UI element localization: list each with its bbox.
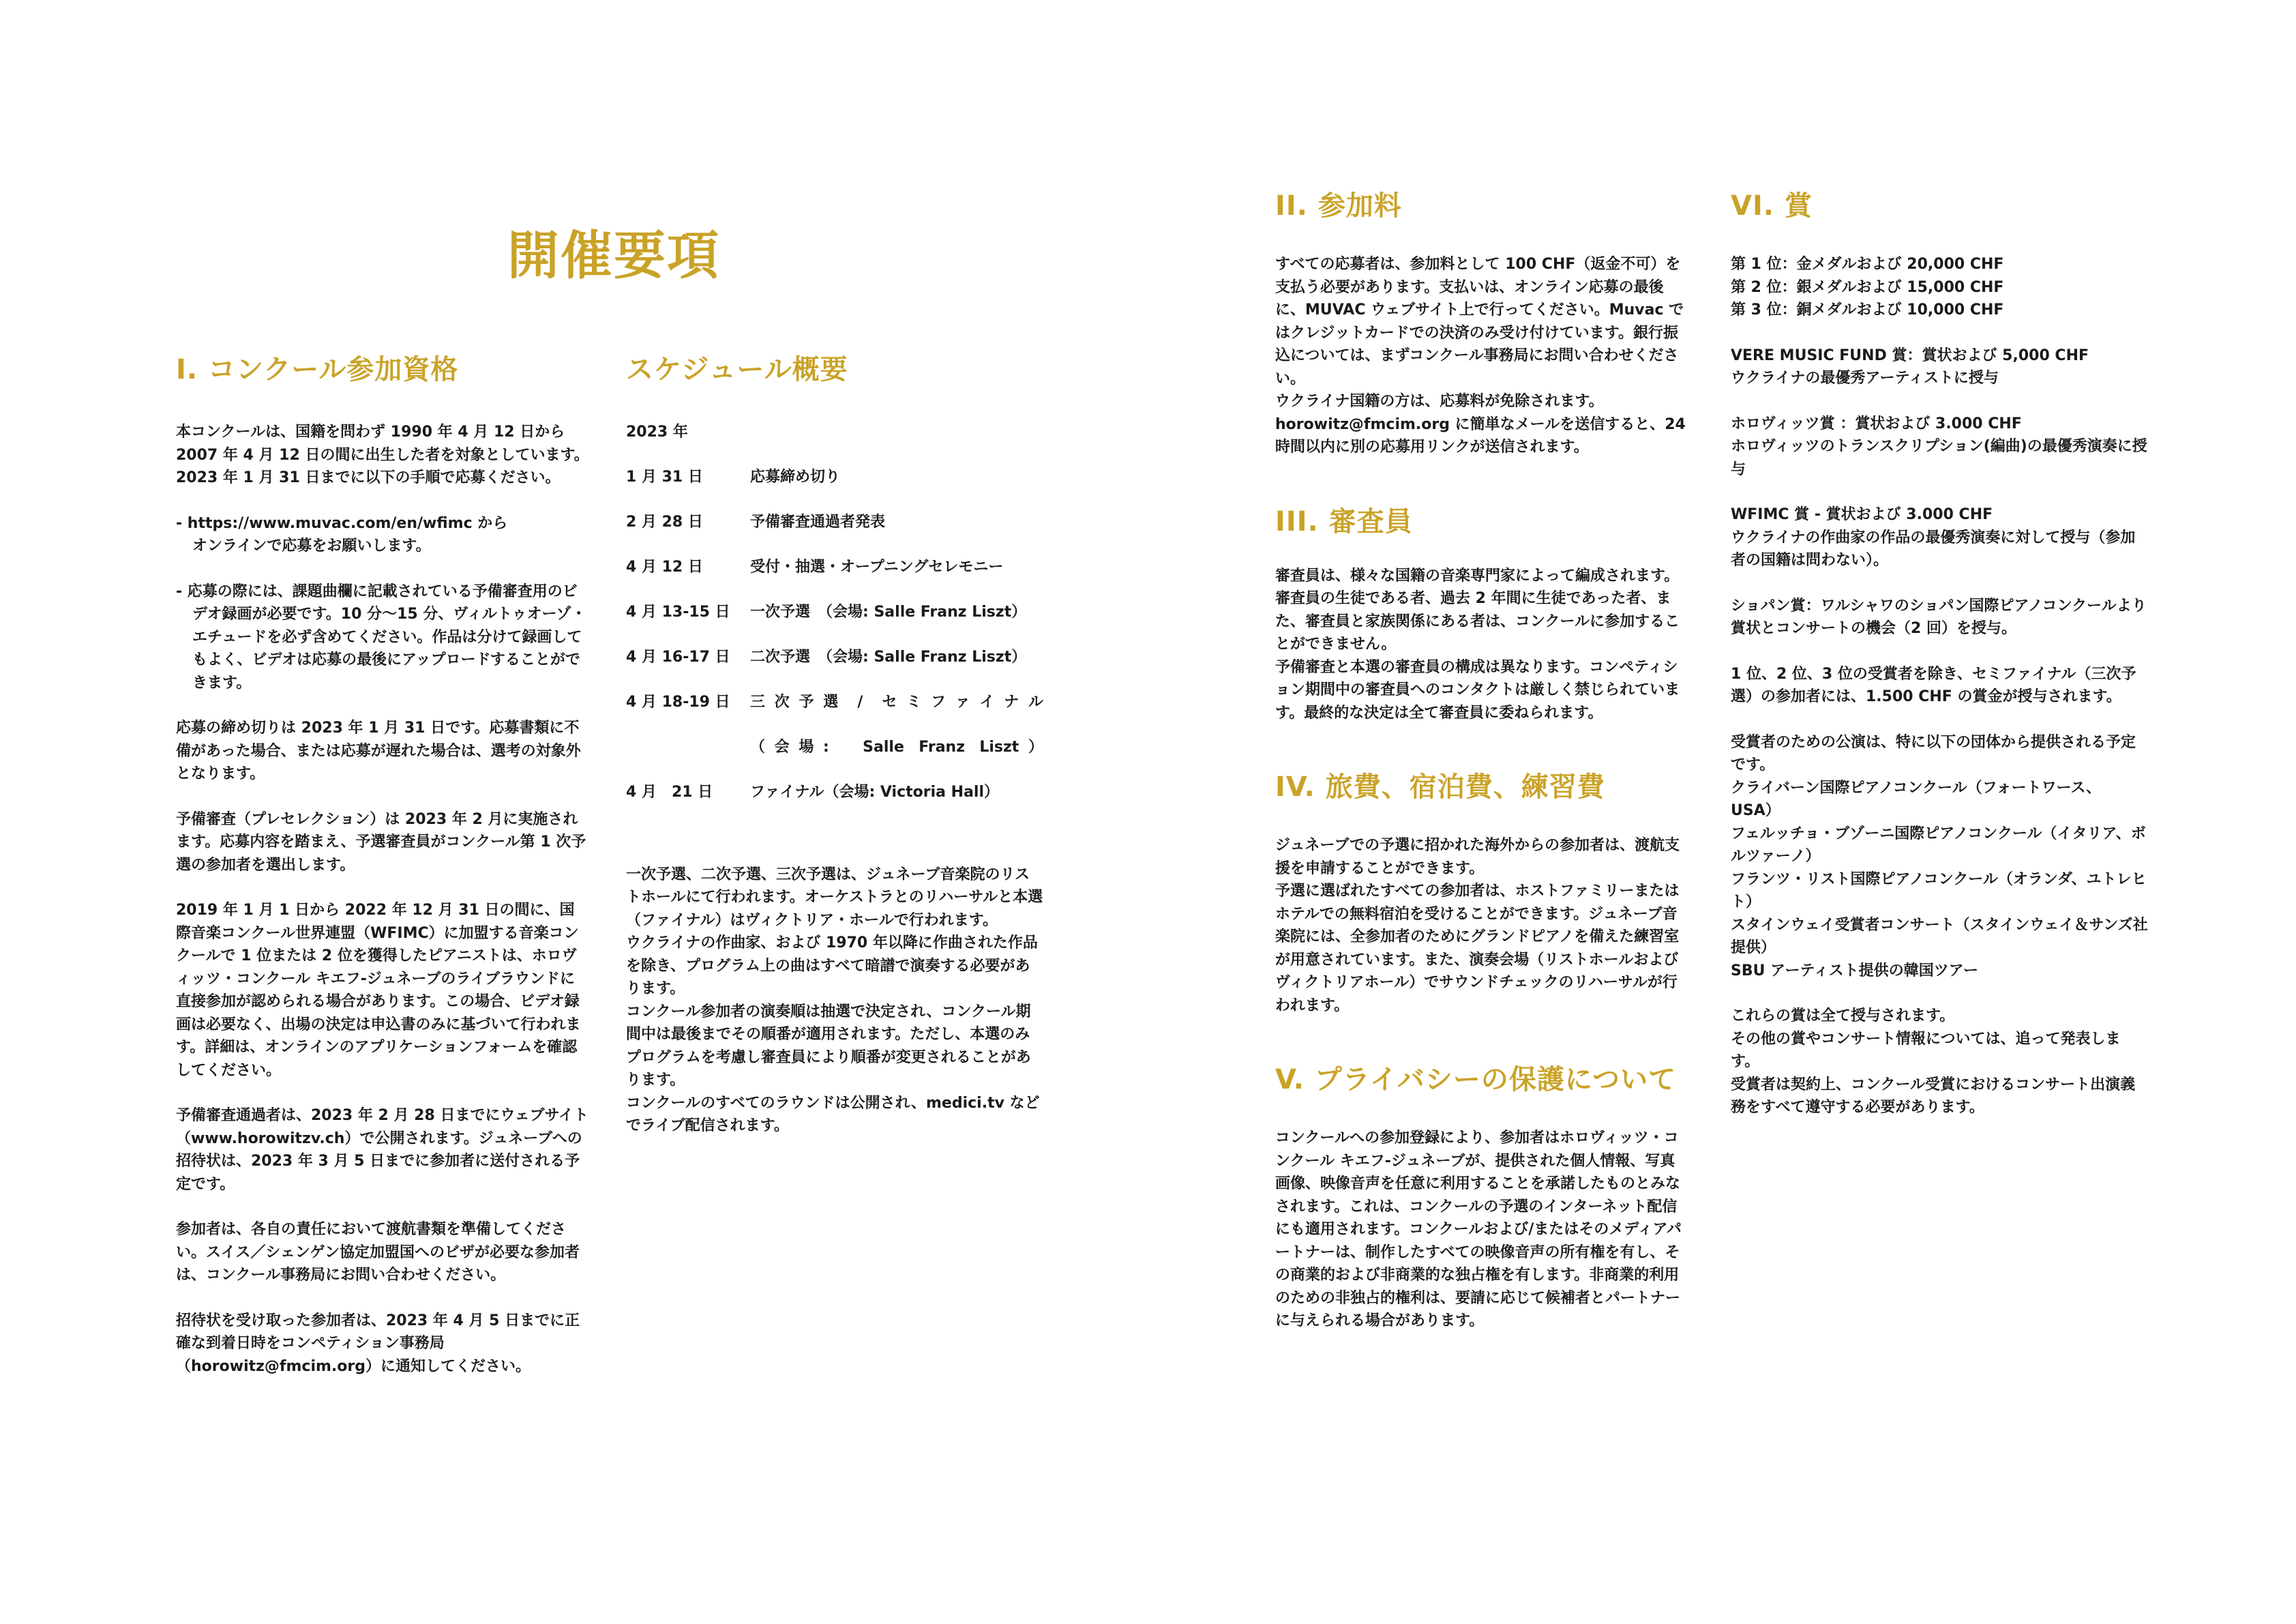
- schedule-event: 一次予選 （会場: Salle Franz Liszt）: [750, 603, 1027, 621]
- page-title: 開催要項: [507, 225, 720, 286]
- travel-section: [1275, 765, 1686, 1017]
- fee-heading: II. 参加料: [1275, 190, 1402, 222]
- travel-heading: IV. 旅費、宿泊費、練習費: [1275, 771, 1605, 803]
- vere-prize-value: ：賞状および 5,000 CHF ウクライナの最優秀アーティストに授与: [1731, 346, 2089, 387]
- schedule-row: [626, 511, 1043, 533]
- preselection-paragraph: 予備審査（プレセレクション）は 2023 年 2 月に実施されます。応募内容を踏まえ、予選審査員がコンクール第 1 次予選の参加者を選出します。: [176, 810, 586, 874]
- semifinal-prize-paragraph: 1 位、2 位、3 位の受賞者を除き、セミファイナル（三次予選）の参加者には、1.500 CHF の賞金が授与されます。: [1731, 665, 2136, 705]
- schedule-row: [626, 781, 1043, 803]
- vere-prize-label: VERE MUSIC FUND 賞: [1731, 346, 1907, 364]
- second-prize-value: 銀メダルおよび 15,000 CHF: [1796, 278, 2004, 296]
- first-prize-label: 第 1 位：: [1731, 256, 1797, 273]
- schedule-row: [626, 466, 1043, 488]
- second-prize: [1731, 276, 2148, 299]
- video-requirement-bullet: - 応募の際には、課題曲欄に記載されている予備審査用のビデオ録画が必要です。10 分～15 分、ヴィルトゥオーゾ・エチュードを必ず含めてください。作品は分けて録画してもよく、ビデオは応募の最後にアップロードすることができます。: [176, 582, 586, 692]
- deadline-paragraph: 応募の締め切りは 2023 年 1 月 31 日です。応募書類に不備があった場合、または応募が遅れた場合は、選考の対象外となります。: [176, 720, 581, 782]
- schedule-table: [626, 466, 1043, 803]
- horowitz-prize: [1731, 413, 2148, 482]
- vere-prize: [1731, 344, 2148, 390]
- schedule-date: 4 月 13-15 日: [626, 603, 730, 621]
- schedule-event: ファイナル（会場: Victoria Hall）: [750, 783, 1000, 801]
- schedule-date: 2 月 28 日: [626, 513, 703, 531]
- schedule-row: [626, 601, 1043, 623]
- schedule-event: 三 次 予 選 / セ ミ フ ァ イ ナ ル: [750, 693, 1043, 711]
- schedule-year: 2023 年: [626, 424, 688, 441]
- schedule-date: 1 月 31 日: [626, 468, 703, 486]
- wfimc-prize: [1731, 503, 2148, 572]
- apply-online-bullet: - https://www.muvac.com/en/wfimc から オンラインで応募をお願いします。: [176, 514, 508, 555]
- schedule-notes: 一次予選、二次予選、三次予選は、ジュネーブ音楽院のリストホールにて行われます。オーケストラとのリハーサルと本選（ファイナル）はヴィクトリア・ホールで行われます。 ウクライナの作曲家、および 1970 年以降に作曲された作品を除き、プログラム上の曲はすべて暗譜で演奏する必要があります。 コンクール参加者の演奏順は抽選で決定され、コンクール期間中は最後までその順番が適用されます。ただし、本選のみプログラムを考慮し審査員により順番が変更されることがあります。 コンクールのすべてのラウンドは公開され、medici.tv などでライブ配信されます。: [626, 866, 1043, 1134]
- jury-heading: III. 審査員: [1275, 505, 1413, 537]
- schedule-event: 予備審査通過者発表: [750, 513, 886, 531]
- schedule-event: 二次予選 （会場: Salle Franz Liszt）: [750, 648, 1027, 666]
- schedule-date: 4 月 12 日: [626, 558, 703, 576]
- first-prize: [1731, 253, 2148, 276]
- schedule-row: [626, 736, 1043, 758]
- schedule-event: 応募締め切り: [750, 468, 841, 486]
- eligibility-section: [176, 348, 589, 1378]
- chopin-prize-label: ショパン賞: [1731, 597, 1806, 615]
- chopin-prize-value: ：ワルシャワのショパン国際ピアノコンクールより賞状とコンサートの機会（2 回）を授与。: [1731, 597, 2147, 637]
- concerts-paragraph: 受賞者のための公演は、特に以下の団体から提供される予定です。 クライバーン国際ピアノコンクール（フォートワース、USA） フェルッチョ・ブゾーニ国際ピアノコンクール（イタリア、ボルツァーノ） フランツ・リスト国際ピアノコンクール（オランダ、ユトレヒト） スタインウェイ受賞者コンサート（スタインウェイ＆サンズ社提供） SBU アーティスト提供の韓国ツアー: [1731, 733, 2148, 979]
- privacy-section: [1275, 1058, 1686, 1333]
- schedule-heading: スケジュール概要: [626, 354, 848, 385]
- travel-documents-paragraph: 参加者は、各自の責任において渡航書類を準備してください。スイス／シェンゲン協定加盟国へのビザが必要な参加者は、コンクール事務局にお問い合わせください。: [176, 1221, 580, 1284]
- second-prize-label: 第 2 位：: [1731, 278, 1797, 296]
- info-column: [1275, 184, 1686, 1333]
- schedule-row: [626, 646, 1043, 668]
- jury-section: [1275, 500, 1686, 725]
- wfimc-prize-label: WFIMC 賞: [1731, 506, 1810, 523]
- prizes-closing-paragraph: これらの賞は全て授与されます。 その他の賞やコンサート情報については、追って発表します。 受賞者は契約上、コンクール受賞におけるコンサート出演義務をすべて遵守する必要があります。: [1731, 1007, 2136, 1116]
- chopin-prize: [1731, 595, 2148, 640]
- schedule-date: 4 月 16-17 日: [626, 648, 730, 666]
- prizes-section: [1731, 184, 2148, 1119]
- schedule-row: [626, 691, 1043, 713]
- schedule-section: [626, 348, 1043, 1138]
- travel-text: ジュネーブでの予選に招かれた海外からの参加者は、渡航支援を申請することができます。 予選に選ばれたすべての参加者は、ホストファミリーまたはホテルでの無料宿泊を受けることができます。ジュネーブ音楽院には、全参加者のためにグランドピアノを備えた練習室が用意されています。また、演奏会場（リストホールおよびヴィクトリアホール）でサウンドチェックのリハーサルが行われます。: [1275, 837, 1680, 1014]
- fee-text: すべての応募者は、参加料として 100 CHF（返金不可）を支払う必要があります。支払いは、オンライン応募の最後に、MUVAC ウェブサイト上で行ってください。Muvac ではクレジットカードでの決済のみ受け付けています。銀行振込については、まずコンクール事務局にお問い合わせください。 ウクライナ国籍の方は、応募料が免除されます。horowitz@fmcim.org に簡単なメールを送信すると、24 時間以内に別の応募用リンクが送信されます。: [1275, 256, 1686, 456]
- prizes-heading: VI. 賞: [1731, 190, 1813, 222]
- schedule-date: [626, 736, 750, 758]
- schedule-row: [626, 556, 1043, 578]
- wfimc-prize-value: - 賞状および 3.000 CHF ウクライナの作曲家の作品の最優秀演奏に対して授与（参加者の国籍は問わない）。: [1731, 506, 2136, 569]
- third-prize: [1731, 299, 2148, 322]
- arrival-notice-paragraph: 招待状を受け取った参加者は、2023 年 4 月 5 日までに正確な到着日時をコンペティション事務局（horowitz@fmcim.org）に通知してください。: [176, 1312, 580, 1375]
- schedule-date: 4 月 18-19 日: [626, 693, 730, 711]
- horowitz-prize-label: ホロヴィッツ賞: [1731, 415, 1835, 432]
- fee-section: [1275, 184, 1686, 459]
- schedule-date: 4 月 21 日: [626, 783, 713, 801]
- privacy-heading: V. プライバシーの保護について: [1275, 1064, 1677, 1095]
- eligibility-heading: I. コンクール参加資格: [176, 354, 459, 385]
- jury-text: 審査員は、様々な国籍の音楽専門家によって編成されます。審査員の生徒である者、過去 2 年間に生徒であった者、また、審査員と家族関係にある者は、コンクールに参加することができません。 予備審査と本選の審査員の構成は異なります。コンペティション期間中の審査員へのコンタクトは厳しく禁じられています。最終的な決定は全て審査員に委ねられます。: [1275, 567, 1680, 722]
- third-prize-value: 銅メダルおよび 10,000 CHF: [1796, 301, 2004, 319]
- first-prize-value: 金メダルおよび 20,000 CHF: [1796, 256, 2004, 273]
- schedule-event: （会場: Salle Franz Liszt）: [750, 738, 1043, 756]
- horowitz-prize-value: ：賞状および 3.000 CHF ホロヴィッツのトランスクリプション(編曲)の最優秀演奏に授与: [1731, 415, 2147, 478]
- wfimc-paragraph: 2019 年 1 月 1 日から 2022 年 12 月 31 日の間に、国際音楽コンクール世界連盟（WFIMC）に加盟する音楽コンクールで 1 位または 2 位を獲得したピアニストは、ホロヴィッツ・コンクール キエフ-ジュネーブのライブラウンドに直接参加が認められる場合があります。この場合、ビデオ録画は必要なく、出場の決定は申込書のみに基づいて行われます。詳細は、オンラインのアプリケーションフォームを確認してください。: [176, 902, 581, 1079]
- privacy-text: コンクールへの参加登録により、参加者はホロヴィッツ・コンクール キエフ-ジュネーブが、提供された個人情報、写真画像、映像音声を任意に利用することを承諾したものとみなされます。これは、コンクールの予選のインターネット配信にも適用されます。コンクールおよび/またはそのメディアパートナーは、制作したすべての映像音声の所有権を有し、その商業的および非商業的な独占権を有します。非商業的利用のための非独占的権利は、要請に応じて候補者とパートナーに与えられる場合があります。: [1275, 1130, 1682, 1329]
- schedule-event: 受付・抽選・オープニングセレモニー: [750, 558, 1004, 576]
- eligibility-intro: 本コンクールは、国籍を問わず 1990 年 4 月 12 日から 2007 年 4 月 12 日の間に出生した者を対象としています。2023 年 1 月 31 日までに以下の手順で応募ください。: [176, 424, 589, 486]
- announcement-paragraph: 予備審査通過者は、2023 年 2 月 28 日までにウェブサイト（www.horowitzv.ch）で公開されます。ジュネーブへの招待状は、2023 年 3 月 5 日までに参加者に送付される予定です。: [176, 1107, 589, 1193]
- third-prize-label: 第 3 位：: [1731, 301, 1797, 319]
